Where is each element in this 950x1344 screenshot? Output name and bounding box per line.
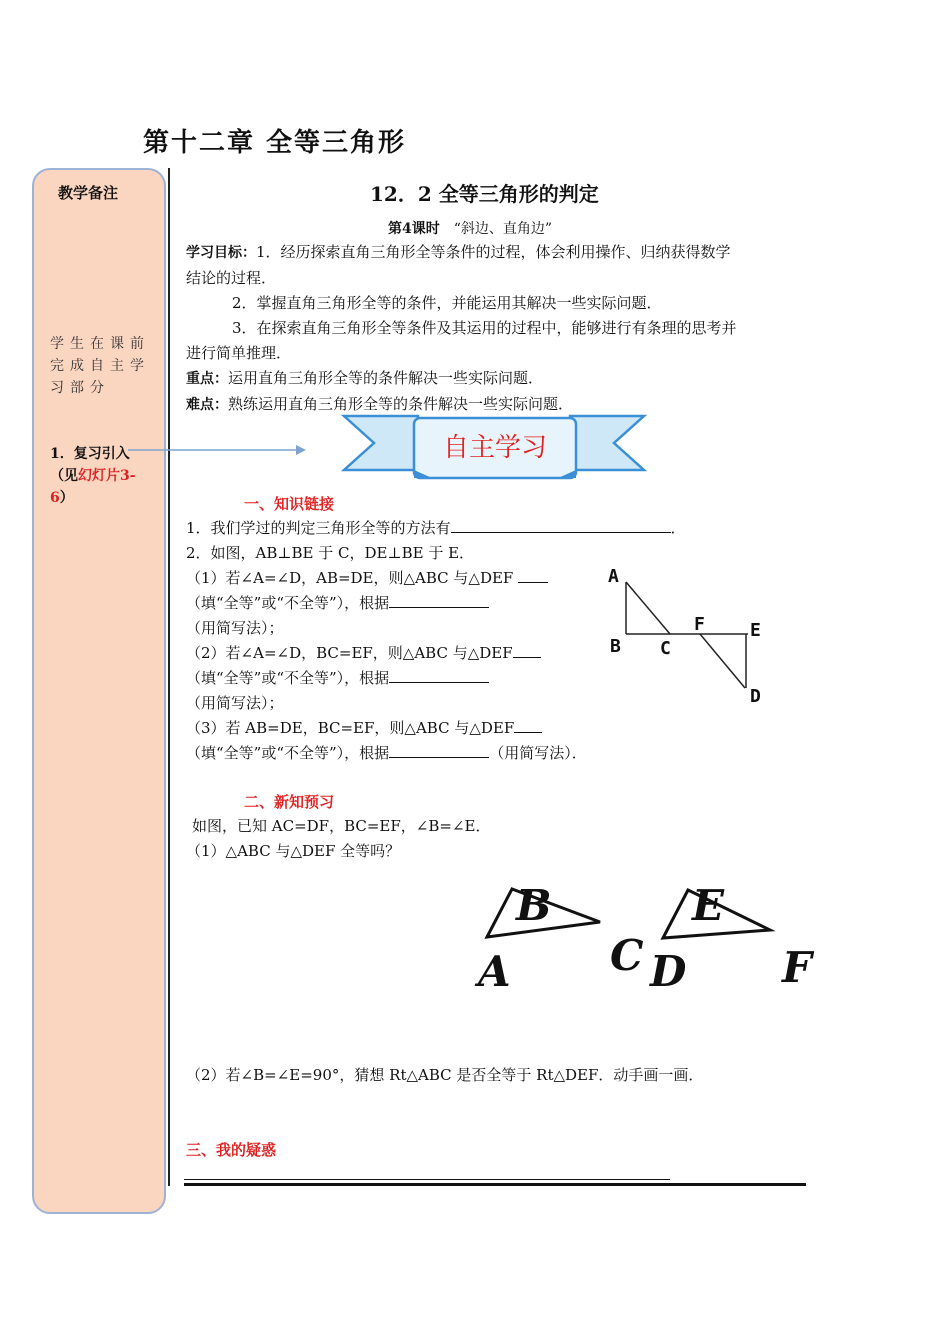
difficulty-label: 难点： (186, 397, 228, 413)
lesson-label: 第4课时 (388, 221, 440, 237)
label-A: A (478, 947, 511, 996)
label-B: B (516, 881, 552, 930)
answer-blank[interactable] (389, 591, 489, 608)
answer-blank[interactable] (451, 516, 671, 533)
banner-text: 自主学习 (442, 433, 548, 463)
lesson-line (388, 218, 552, 238)
sidebar-heading: 教学备注 (58, 184, 119, 202)
label-F: F (782, 943, 812, 992)
self-study-banner (340, 408, 650, 492)
label-D: D (750, 686, 761, 707)
goal-3: 3．在探索直角三角形全等条件及其运用的过程中，能够进行有条理的思考并 (232, 319, 737, 337)
label-C: C (610, 931, 644, 980)
key-label: 重点： (186, 371, 228, 387)
slide-reference: 幻灯片3-6 (50, 468, 136, 506)
label-E: E (750, 620, 761, 641)
part1-heading: 一、知识链接 (244, 495, 335, 513)
part3-heading: 三、我的疑惑 (186, 1141, 277, 1159)
lesson-topic: “斜边、直角边” (453, 221, 553, 237)
short-note-end: （用简写法）． (489, 744, 587, 762)
goal-1-cont: 结论的过程． (186, 269, 277, 287)
page-rule (184, 1183, 806, 1186)
part2-content (186, 814, 806, 864)
segment-AC (626, 582, 670, 634)
part2-q2: （2）若∠B=∠E=90°，猜想 Rt△ABC 是否全等于 Rt△DEF．动手画一画． (186, 1066, 704, 1084)
short-note: （用简写法）； (186, 619, 284, 637)
answer-blank[interactable] (389, 666, 489, 683)
pointer-arrow-icon (120, 440, 320, 460)
key-text: 运用直角三角形全等的条件解决一些实际问题． (228, 369, 544, 387)
goal-2: 2．掌握直角三角形全等的条件，并能运用其解决一些实际问题． (232, 294, 662, 312)
part1-s2: （2）若∠A=∠D，BC=EF，则△ABC 与△DEF (186, 644, 513, 662)
difficulty-text: 熟练运用直角三角形全等的条件解决一些实际问题． (228, 395, 574, 413)
part1-s3: （3）若 AB=DE，BC=EF，则△ABC 与△DEF (186, 719, 515, 737)
part2-q1: （1）△ABC 与△DEF 全等吗？ (186, 842, 401, 860)
answer-blank[interactable] (514, 716, 542, 733)
answer-blank[interactable] (513, 641, 541, 658)
figure-1 (600, 560, 780, 710)
answer-blank[interactable] (518, 566, 548, 583)
sidebar-note: 学生在课前完成自主学习部分 (50, 336, 150, 396)
part1-q2: 2．如图，AB⊥BE 于 C，DE⊥BE 于 E． (186, 544, 475, 562)
label-A: A (608, 566, 619, 587)
label-C: C (660, 638, 671, 659)
segment-FD (700, 634, 745, 688)
part2-heading: 二、新知预习 (244, 793, 335, 811)
answer-line[interactable] (184, 1179, 670, 1180)
review-suffix: ） (59, 490, 74, 506)
column-divider (168, 168, 170, 1186)
short-note: （用简写法）； (186, 694, 284, 712)
q1-end: ． (670, 519, 686, 537)
fill-note: （填“全等”或“不全等”），根据 (186, 669, 390, 687)
teaching-notes-sidebar (32, 168, 166, 1214)
fill-note: （填“全等”或“不全等”），根据 (186, 594, 390, 612)
learning-goals (186, 240, 806, 418)
label-F: F (694, 614, 705, 635)
label-D: D (650, 947, 687, 996)
section-title: 12．2 全等三角形的判定 (370, 182, 599, 206)
chapter-title: 第十二章 全等三角形 (143, 128, 407, 158)
fill-note: （填“全等”或“不全等”），根据 (186, 744, 390, 762)
goal-3-cont: 进行简单推理． (186, 344, 292, 362)
figure-2 (470, 870, 830, 1000)
part1-q1: 1．我们学过的判定三角形全等的方法有 (186, 519, 451, 537)
label-E: E (692, 881, 725, 930)
goals-label: 学习目标： (186, 245, 256, 261)
answer-blank[interactable] (389, 741, 489, 758)
label-B: B (610, 636, 621, 657)
part2-intro: 如图，已知 AC=DF，BC=EF，∠B=∠E． (192, 817, 491, 835)
part1-s1: （1）若∠A=∠D，AB=DE，则△ABC 与△DEF (186, 569, 514, 587)
review-prefix: 1．复习引入（见 (50, 446, 130, 484)
goal-1: 1．经历探索直角三角形全等条件的过程，体会利用操作、归纳获得数学 (256, 243, 731, 261)
